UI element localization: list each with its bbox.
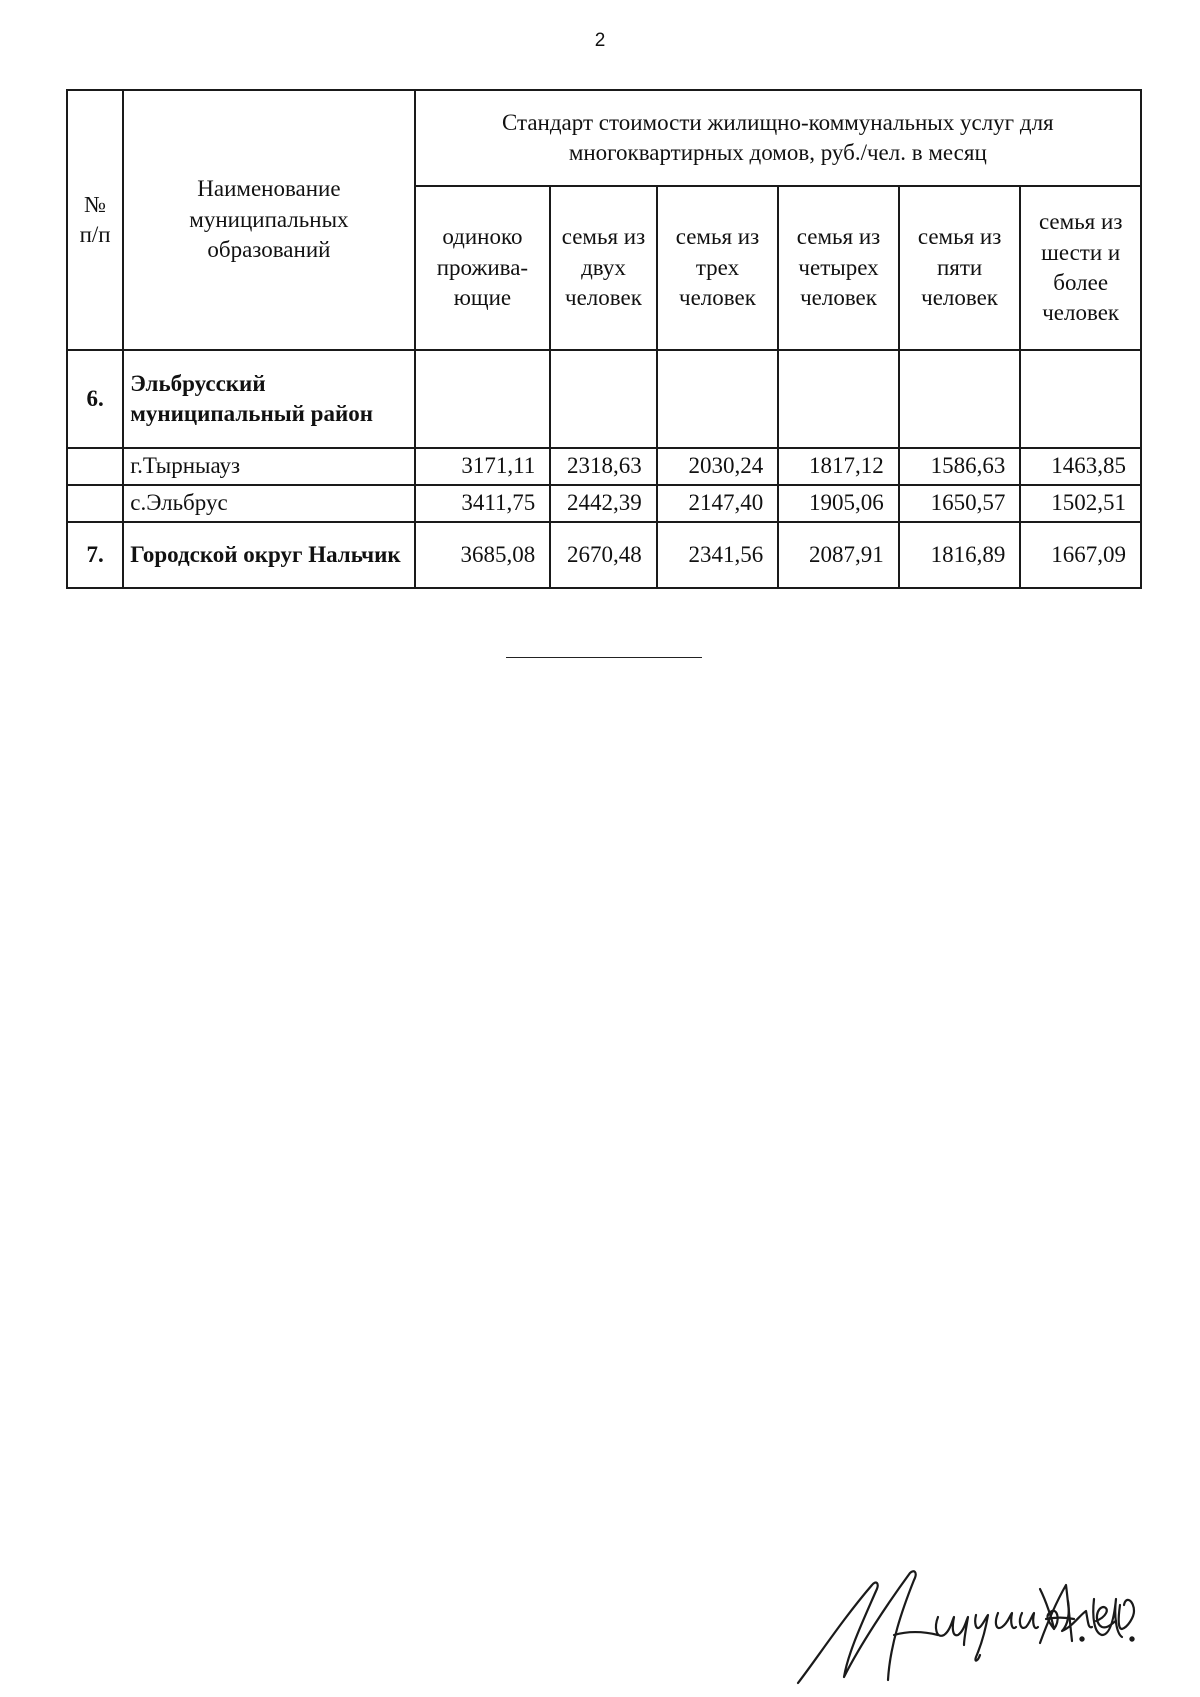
value-cell: 2670,48: [550, 522, 656, 588]
value-cell: 1650,57: [899, 485, 1021, 522]
value-cell: [657, 350, 779, 448]
value-cell: 1667,09: [1020, 522, 1141, 588]
value-cell: 2087,91: [778, 522, 899, 588]
table-row: [67, 350, 1141, 448]
row-num: [67, 485, 123, 522]
value-cell: 2030,24: [657, 448, 779, 485]
header-col-two: семья из двух человек: [550, 186, 656, 350]
value-cell: 2341,56: [657, 522, 779, 588]
table-row: [67, 522, 1141, 588]
table-row: [67, 448, 1141, 485]
value-cell: 1816,89: [899, 522, 1021, 588]
value-cell: 1463,85: [1020, 448, 1141, 485]
value-cell: 1586,63: [899, 448, 1021, 485]
page-number: 2: [594, 30, 606, 51]
header-col-four: семья из четырех человек: [778, 186, 899, 350]
value-cell: [550, 350, 656, 448]
handwritten-signature: [790, 1565, 1170, 1690]
header-col-six-plus: семья из шести и более человек: [1020, 186, 1141, 350]
header-col-three: семья из трех человек: [657, 186, 779, 350]
header-num: № п/п: [67, 90, 123, 350]
row-name: г.Тырныауз: [123, 448, 414, 485]
tariff-table: [66, 89, 1142, 589]
header-group: Стандарт стоимости жилищно-коммунальных услуг для многоквартирных домов, руб./чел. в месяц: [415, 90, 1141, 186]
divider-line: [506, 657, 702, 658]
row-num: 6.: [67, 350, 123, 448]
value-cell: 2442,39: [550, 485, 656, 522]
value-cell: 2147,40: [657, 485, 779, 522]
table-row: [67, 485, 1141, 522]
row-num: [67, 448, 123, 485]
row-num: 7.: [67, 522, 123, 588]
row-name: Эльбрусский муниципальный район: [123, 350, 414, 448]
value-cell: 1905,06: [778, 485, 899, 522]
header-name: Наименование муниципальных образований: [123, 90, 414, 350]
value-cell: 3685,08: [415, 522, 551, 588]
value-cell: [778, 350, 899, 448]
header-col-single: одиноко прожива-ющие: [415, 186, 551, 350]
value-cell: 3411,75: [415, 485, 551, 522]
value-cell: 1502,51: [1020, 485, 1141, 522]
value-cell: [1020, 350, 1141, 448]
value-cell: 1817,12: [778, 448, 899, 485]
value-cell: [899, 350, 1021, 448]
row-name: с.Эльбрус: [123, 485, 414, 522]
header-col-five: семья из пяти человек: [899, 186, 1021, 350]
value-cell: 3171,11: [415, 448, 551, 485]
value-cell: 2318,63: [550, 448, 656, 485]
value-cell: [415, 350, 551, 448]
row-name: Городской округ Нальчик: [123, 522, 414, 588]
